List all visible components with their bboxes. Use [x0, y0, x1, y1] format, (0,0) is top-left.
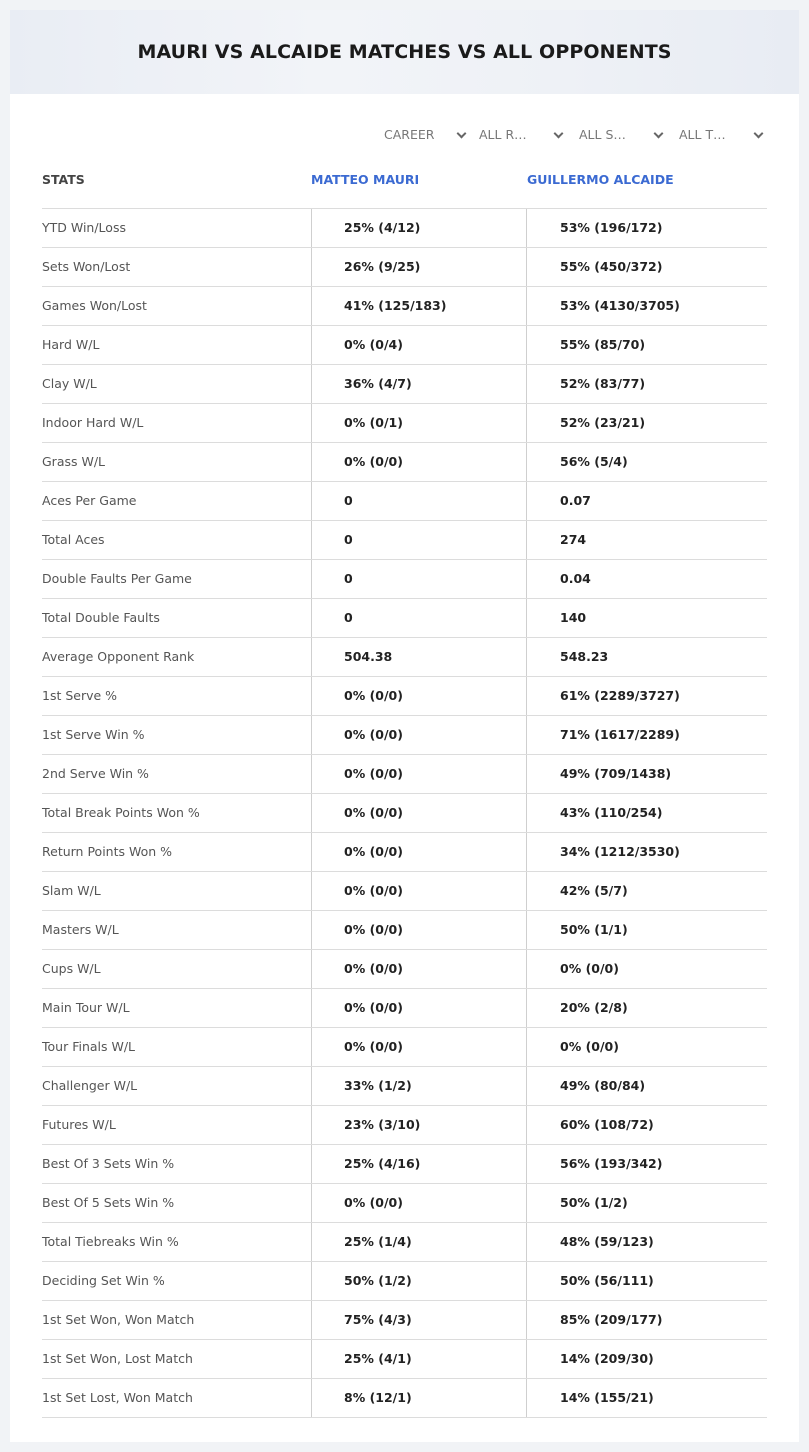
chevron-down-icon [554, 129, 564, 139]
player2-value: 274 [526, 521, 767, 559]
table-row [42, 1340, 767, 1379]
player2-value: 43% (110/254) [526, 794, 767, 832]
stat-label: Games Won/Lost [42, 298, 147, 313]
table-row [42, 1106, 767, 1145]
table-row [42, 1301, 767, 1340]
stat-label: 1st Set Lost, Won Match [42, 1390, 193, 1405]
filter-surface-select[interactable] [579, 127, 626, 145]
stat-label: Best Of 5 Sets Win % [42, 1195, 175, 1210]
player2-value: 50% (56/111) [526, 1262, 767, 1300]
stat-label: Deciding Set Win % [42, 1273, 165, 1288]
chevron-down-icon [754, 129, 764, 139]
column-header-stats: STATS [42, 172, 85, 187]
player1-value: 0 [311, 599, 526, 637]
column-header-player2[interactable]: GUILLERMO ALCAIDE [527, 172, 674, 187]
table-row [42, 248, 767, 287]
player1-value: 0% (0/4) [311, 326, 526, 364]
player2-value: 0.04 [526, 560, 767, 598]
table-row [42, 716, 767, 755]
player1-value: 0% (0/0) [311, 872, 526, 910]
player2-value: 56% (5/4) [526, 443, 767, 481]
table-row [42, 1028, 767, 1067]
player2-value: 49% (709/1438) [526, 755, 767, 793]
table-row [42, 1262, 767, 1301]
table-row [42, 209, 767, 248]
player1-value: 25% (4/12) [311, 209, 526, 247]
table-row [42, 872, 767, 911]
table-row [42, 443, 767, 482]
page-title: MAURI VS ALCAIDE MATCHES VS ALL OPPONENTS [137, 41, 672, 63]
stat-label: 1st Set Won, Won Match [42, 1312, 195, 1327]
player1-value: 0% (0/0) [311, 950, 526, 988]
table-row [42, 911, 767, 950]
stat-label: Grass W/L [42, 454, 106, 469]
player2-value: 52% (23/21) [526, 404, 767, 442]
player2-value: 52% (83/77) [526, 365, 767, 403]
stat-label: Best Of 3 Sets Win % [42, 1156, 175, 1171]
stat-label: Clay W/L [42, 376, 97, 391]
player2-value: 61% (2289/3727) [526, 677, 767, 715]
player2-value: 50% (1/2) [526, 1184, 767, 1222]
player1-value: 75% (4/3) [311, 1301, 526, 1339]
filter-surface-label: ALL S… [579, 127, 626, 142]
stat-label: YTD Win/Loss [42, 220, 126, 235]
table-row [42, 1145, 767, 1184]
stat-label: Double Faults Per Game [42, 571, 192, 586]
table-row [42, 599, 767, 638]
stat-label: Masters W/L [42, 922, 119, 937]
chevron-down-icon [654, 129, 664, 139]
player1-value: 0 [311, 482, 526, 520]
player2-value: 60% (108/72) [526, 1106, 767, 1144]
player2-value: 49% (80/84) [526, 1067, 767, 1105]
table-row [42, 404, 767, 443]
player1-value: 0% (0/0) [311, 443, 526, 481]
table-row [42, 1067, 767, 1106]
player1-value: 36% (4/7) [311, 365, 526, 403]
table-row [42, 755, 767, 794]
table-row [42, 560, 767, 599]
player2-value: 548.23 [526, 638, 767, 676]
stat-label: Futures W/L [42, 1117, 116, 1132]
player1-value: 8% (12/1) [311, 1379, 526, 1417]
player2-value: 53% (196/172) [526, 209, 767, 247]
table-row [42, 638, 767, 677]
filter-bar [380, 127, 780, 145]
player2-value: 53% (4130/3705) [526, 287, 767, 325]
player1-value: 0% (0/0) [311, 716, 526, 754]
player2-value: 55% (85/70) [526, 326, 767, 364]
player2-value: 140 [526, 599, 767, 637]
player2-value: 50% (1/1) [526, 911, 767, 949]
filter-round-select[interactable] [479, 127, 527, 145]
player2-value: 71% (1617/2289) [526, 716, 767, 754]
table-row [42, 365, 767, 404]
stat-label: Slam W/L [42, 883, 101, 898]
player1-value: 50% (1/2) [311, 1262, 526, 1300]
stats-table [42, 208, 767, 1418]
player2-value: 48% (59/123) [526, 1223, 767, 1261]
stat-label: 1st Set Won, Lost Match [42, 1351, 193, 1366]
table-row [42, 950, 767, 989]
stat-label: Return Points Won % [42, 844, 173, 859]
stat-label: Aces Per Game [42, 493, 137, 508]
column-header-player1[interactable]: MATTEO MAURI [311, 172, 420, 187]
player2-value: 34% (1212/3530) [526, 833, 767, 871]
player1-value: 0% (0/0) [311, 911, 526, 949]
player2-value: 20% (2/8) [526, 989, 767, 1027]
filter-tournament-select[interactable] [679, 127, 726, 145]
player2-value: 85% (209/177) [526, 1301, 767, 1339]
player2-value: 14% (155/21) [526, 1379, 767, 1417]
stats-card [10, 10, 799, 1442]
stat-label: 1st Serve Win % [42, 727, 145, 742]
stat-label: Total Aces [42, 532, 105, 547]
table-row [42, 326, 767, 365]
stat-label: Challenger W/L [42, 1078, 138, 1093]
stat-label: Total Double Faults [42, 610, 160, 625]
table-row [42, 794, 767, 833]
player1-value: 26% (9/25) [311, 248, 526, 286]
stat-label: 1st Serve % [42, 688, 118, 703]
player1-value: 0% (0/0) [311, 1028, 526, 1066]
player1-value: 0% (0/0) [311, 989, 526, 1027]
player1-value: 23% (3/10) [311, 1106, 526, 1144]
stat-label: Average Opponent Rank [42, 649, 195, 664]
player1-value: 0% (0/0) [311, 755, 526, 793]
header [10, 10, 799, 94]
table-row [42, 677, 767, 716]
stat-label: Tour Finals W/L [42, 1039, 136, 1054]
player1-value: 25% (1/4) [311, 1223, 526, 1261]
filter-tournament-label: ALL T… [679, 127, 726, 142]
player1-value: 0 [311, 521, 526, 559]
filter-period-label: CAREER [384, 127, 435, 142]
table-row [42, 1379, 767, 1418]
player1-value: 0% (0/0) [311, 1184, 526, 1222]
player2-value: 14% (209/30) [526, 1340, 767, 1378]
table-row [42, 1184, 767, 1223]
player1-value: 0% (0/0) [311, 677, 526, 715]
stat-label: Main Tour W/L [42, 1000, 130, 1015]
chevron-down-icon [457, 129, 467, 139]
player1-value: 0% (0/1) [311, 404, 526, 442]
player2-value: 0% (0/0) [526, 1028, 767, 1066]
stat-label: Indoor Hard W/L [42, 415, 144, 430]
table-row [42, 482, 767, 521]
player2-value: 55% (450/372) [526, 248, 767, 286]
player1-value: 0% (0/0) [311, 833, 526, 871]
filter-round-label: ALL R… [479, 127, 527, 142]
stat-label: Total Break Points Won % [42, 805, 200, 820]
stat-label: Hard W/L [42, 337, 100, 352]
player1-value: 33% (1/2) [311, 1067, 526, 1105]
filter-period-select[interactable] [384, 127, 434, 145]
player1-value: 25% (4/16) [311, 1145, 526, 1183]
table-row [42, 833, 767, 872]
player1-value: 25% (4/1) [311, 1340, 526, 1378]
player2-value: 0% (0/0) [526, 950, 767, 988]
stat-label: Cups W/L [42, 961, 101, 976]
stat-label: Total Tiebreaks Win % [42, 1234, 179, 1249]
table-row [42, 1223, 767, 1262]
player1-value: 0 [311, 560, 526, 598]
player1-value: 41% (125/183) [311, 287, 526, 325]
player2-value: 56% (193/342) [526, 1145, 767, 1183]
stat-label: 2nd Serve Win % [42, 766, 149, 781]
table-row [42, 521, 767, 560]
player2-value: 0.07 [526, 482, 767, 520]
table-row [42, 287, 767, 326]
stat-label: Sets Won/Lost [42, 259, 131, 274]
player1-value: 0% (0/0) [311, 794, 526, 832]
player1-value: 504.38 [311, 638, 526, 676]
table-row [42, 989, 767, 1028]
player2-value: 42% (5/7) [526, 872, 767, 910]
